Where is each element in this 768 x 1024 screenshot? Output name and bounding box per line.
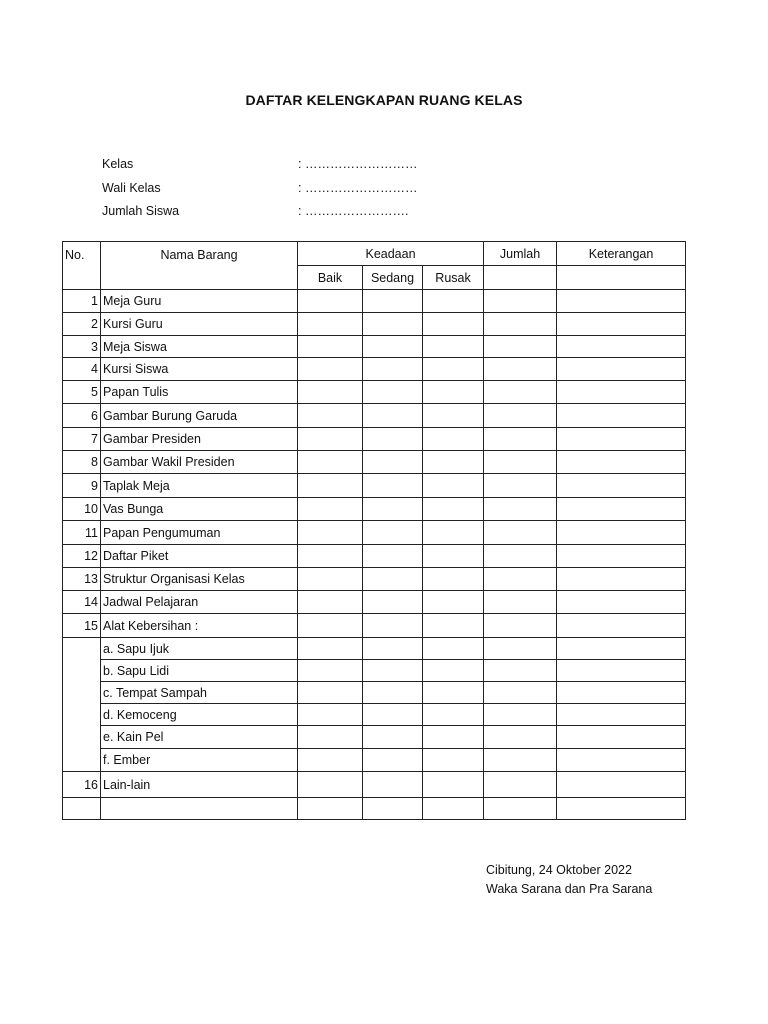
header-no: No. xyxy=(63,242,101,290)
keterangan-cell xyxy=(557,704,686,726)
item-name: c. Tempat Sampah xyxy=(101,682,298,704)
jumlah-cell xyxy=(484,404,557,428)
jumlah-cell xyxy=(484,498,557,521)
info-label-jumlah-siswa: Jumlah Siswa xyxy=(102,204,180,218)
table-row xyxy=(63,638,686,660)
document-title: DAFTAR KELENGKAPAN RUANG KELAS xyxy=(245,92,523,108)
keterangan-cell xyxy=(557,336,686,358)
rusak-cell xyxy=(423,474,484,498)
keterangan-cell xyxy=(557,358,686,381)
table-row xyxy=(63,521,686,545)
rusak-cell xyxy=(423,428,484,451)
header-keterangan: Keterangan xyxy=(557,242,686,266)
item-name: Kursi Siswa xyxy=(101,358,298,381)
jumlah-cell xyxy=(484,545,557,568)
jumlah-cell xyxy=(484,381,557,404)
baik-cell xyxy=(298,428,363,451)
jumlah-cell xyxy=(484,451,557,474)
baik-cell xyxy=(298,336,363,358)
header-keterangan-empty xyxy=(557,266,686,290)
jumlah-cell xyxy=(484,704,557,726)
baik-cell xyxy=(298,704,363,726)
keterangan-cell xyxy=(557,498,686,521)
keterangan-cell xyxy=(557,591,686,614)
sedang-cell xyxy=(363,591,423,614)
jumlah-cell xyxy=(484,313,557,336)
item-name: Gambar Burung Garuda xyxy=(101,404,298,428)
baik-cell xyxy=(298,798,363,820)
baik-cell xyxy=(298,381,363,404)
table-row xyxy=(63,336,686,358)
rusak-cell xyxy=(423,682,484,704)
table-row xyxy=(63,404,686,428)
row-number: 16 xyxy=(63,772,101,798)
signature-place-date: Cibitung, 24 Oktober 2022 xyxy=(486,863,632,877)
row-number: 2 xyxy=(63,313,101,336)
row-number: 12 xyxy=(63,545,101,568)
baik-cell xyxy=(298,474,363,498)
header-jumlah-empty xyxy=(484,266,557,290)
table-row xyxy=(63,358,686,381)
jumlah-cell xyxy=(484,798,557,820)
jumlah-cell xyxy=(484,772,557,798)
jumlah-cell xyxy=(484,290,557,313)
rusak-cell xyxy=(423,521,484,545)
info-label-wali-kelas: Wali Kelas xyxy=(102,181,161,195)
table-row xyxy=(63,498,686,521)
keterangan-cell xyxy=(557,290,686,313)
keterangan-cell xyxy=(557,428,686,451)
info-value-kelas: : ……………………… xyxy=(298,157,418,171)
table-row xyxy=(63,682,686,704)
baik-cell xyxy=(298,638,363,660)
table-row xyxy=(63,428,686,451)
rusak-cell xyxy=(423,313,484,336)
rusak-cell xyxy=(423,545,484,568)
baik-cell xyxy=(298,749,363,772)
keterangan-cell xyxy=(557,660,686,682)
baik-cell xyxy=(298,498,363,521)
table-row xyxy=(63,726,686,749)
rusak-cell xyxy=(423,381,484,404)
rusak-cell xyxy=(423,614,484,638)
row-number xyxy=(63,798,101,820)
info-value-wali-kelas: : ……………………… xyxy=(298,181,418,195)
row-number: 11 xyxy=(63,521,101,545)
jumlah-cell xyxy=(484,682,557,704)
header-jumlah: Jumlah xyxy=(484,242,557,266)
sedang-cell xyxy=(363,313,423,336)
header-keadaan: Keadaan xyxy=(298,242,484,266)
header-sedang: Sedang xyxy=(363,266,423,290)
baik-cell xyxy=(298,358,363,381)
table-row xyxy=(63,660,686,682)
table-row xyxy=(63,381,686,404)
item-name: Gambar Presiden xyxy=(101,428,298,451)
sedang-cell xyxy=(363,726,423,749)
table-row xyxy=(63,591,686,614)
sedang-cell xyxy=(363,498,423,521)
keterangan-cell xyxy=(557,451,686,474)
item-name: Papan Tulis xyxy=(101,381,298,404)
keterangan-cell xyxy=(557,726,686,749)
row-number-merged xyxy=(63,638,101,772)
rusak-cell xyxy=(423,498,484,521)
jumlah-cell xyxy=(484,660,557,682)
sedang-cell xyxy=(363,682,423,704)
sedang-cell xyxy=(363,772,423,798)
table-row xyxy=(63,568,686,591)
item-name: b. Sapu Lidi xyxy=(101,660,298,682)
item-name: Gambar Wakil Presiden xyxy=(101,451,298,474)
header-baik: Baik xyxy=(298,266,363,290)
inventory-table-body xyxy=(63,290,686,820)
item-name: e. Kain Pel xyxy=(101,726,298,749)
item-name: Taplak Meja xyxy=(101,474,298,498)
sedang-cell xyxy=(363,381,423,404)
jumlah-cell xyxy=(484,726,557,749)
baik-cell xyxy=(298,545,363,568)
item-name: Papan Pengumuman xyxy=(101,521,298,545)
table-row xyxy=(63,798,686,820)
jumlah-cell xyxy=(484,474,557,498)
keterangan-cell xyxy=(557,404,686,428)
jumlah-cell xyxy=(484,638,557,660)
sedang-cell xyxy=(363,521,423,545)
baik-cell xyxy=(298,591,363,614)
keterangan-cell xyxy=(557,614,686,638)
row-number: 8 xyxy=(63,451,101,474)
sedang-cell xyxy=(363,614,423,638)
table-row xyxy=(63,313,686,336)
item-name: Struktur Organisasi Kelas xyxy=(101,568,298,591)
rusak-cell xyxy=(423,591,484,614)
sedang-cell xyxy=(363,290,423,313)
table-row xyxy=(63,749,686,772)
baik-cell xyxy=(298,772,363,798)
item-name: a. Sapu Ijuk xyxy=(101,638,298,660)
row-number: 1 xyxy=(63,290,101,313)
item-name: Daftar Piket xyxy=(101,545,298,568)
table-row xyxy=(63,704,686,726)
keterangan-cell xyxy=(557,545,686,568)
item-name xyxy=(101,798,298,820)
item-name: Kursi Guru xyxy=(101,313,298,336)
row-number: 13 xyxy=(63,568,101,591)
row-number: 15 xyxy=(63,614,101,638)
rusak-cell xyxy=(423,336,484,358)
row-number: 10 xyxy=(63,498,101,521)
item-name: d. Kemoceng xyxy=(101,704,298,726)
jumlah-cell xyxy=(484,749,557,772)
jumlah-cell xyxy=(484,614,557,638)
table-row xyxy=(63,290,686,313)
keterangan-cell xyxy=(557,682,686,704)
keterangan-cell xyxy=(557,638,686,660)
row-number: 3 xyxy=(63,336,101,358)
sedang-cell xyxy=(363,660,423,682)
row-number: 9 xyxy=(63,474,101,498)
table-row xyxy=(63,474,686,498)
sedang-cell xyxy=(363,474,423,498)
item-name: Vas Bunga xyxy=(101,498,298,521)
jumlah-cell xyxy=(484,336,557,358)
baik-cell xyxy=(298,682,363,704)
sedang-cell xyxy=(363,451,423,474)
item-name: Meja Siswa xyxy=(101,336,298,358)
inventory-table xyxy=(62,241,686,820)
jumlah-cell xyxy=(484,521,557,545)
keterangan-cell xyxy=(557,474,686,498)
sedang-cell xyxy=(363,749,423,772)
info-value-jumlah-siswa: : ……………………. xyxy=(298,204,409,218)
baik-cell xyxy=(298,660,363,682)
rusak-cell xyxy=(423,358,484,381)
keterangan-cell xyxy=(557,749,686,772)
item-name: Meja Guru xyxy=(101,290,298,313)
rusak-cell xyxy=(423,798,484,820)
header-rusak: Rusak xyxy=(423,266,484,290)
table-row xyxy=(63,451,686,474)
item-name: Jadwal Pelajaran xyxy=(101,591,298,614)
baik-cell xyxy=(298,313,363,336)
sedang-cell xyxy=(363,568,423,591)
baik-cell xyxy=(298,451,363,474)
sedang-cell xyxy=(363,638,423,660)
jumlah-cell xyxy=(484,358,557,381)
rusak-cell xyxy=(423,660,484,682)
row-number: 7 xyxy=(63,428,101,451)
row-number: 14 xyxy=(63,591,101,614)
rusak-cell xyxy=(423,726,484,749)
baik-cell xyxy=(298,404,363,428)
rusak-cell xyxy=(423,772,484,798)
keterangan-cell xyxy=(557,568,686,591)
rusak-cell xyxy=(423,638,484,660)
item-name: f. Ember xyxy=(101,749,298,772)
keterangan-cell xyxy=(557,798,686,820)
baik-cell xyxy=(298,290,363,313)
row-number: 5 xyxy=(63,381,101,404)
sedang-cell xyxy=(363,358,423,381)
table-row xyxy=(63,772,686,798)
keterangan-cell xyxy=(557,313,686,336)
keterangan-cell xyxy=(557,772,686,798)
baik-cell xyxy=(298,521,363,545)
sedang-cell xyxy=(363,545,423,568)
info-label-kelas: Kelas xyxy=(102,157,134,171)
sedang-cell xyxy=(363,704,423,726)
sedang-cell xyxy=(363,428,423,451)
rusak-cell xyxy=(423,290,484,313)
rusak-cell xyxy=(423,704,484,726)
baik-cell xyxy=(298,726,363,749)
table-row xyxy=(63,614,686,638)
row-number: 4 xyxy=(63,358,101,381)
rusak-cell xyxy=(423,749,484,772)
keterangan-cell xyxy=(557,381,686,404)
header-nama-barang: Nama Barang xyxy=(101,242,298,290)
row-number: 6 xyxy=(63,404,101,428)
baik-cell xyxy=(298,614,363,638)
rusak-cell xyxy=(423,404,484,428)
table-row xyxy=(63,545,686,568)
item-name: Alat Kebersihan : xyxy=(101,614,298,638)
sedang-cell xyxy=(363,798,423,820)
baik-cell xyxy=(298,568,363,591)
signature-role: Waka Sarana dan Pra Sarana xyxy=(486,882,653,896)
jumlah-cell xyxy=(484,591,557,614)
sedang-cell xyxy=(363,336,423,358)
jumlah-cell xyxy=(484,568,557,591)
jumlah-cell xyxy=(484,428,557,451)
rusak-cell xyxy=(423,568,484,591)
item-name: Lain-lain xyxy=(101,772,298,798)
rusak-cell xyxy=(423,451,484,474)
keterangan-cell xyxy=(557,521,686,545)
sedang-cell xyxy=(363,404,423,428)
